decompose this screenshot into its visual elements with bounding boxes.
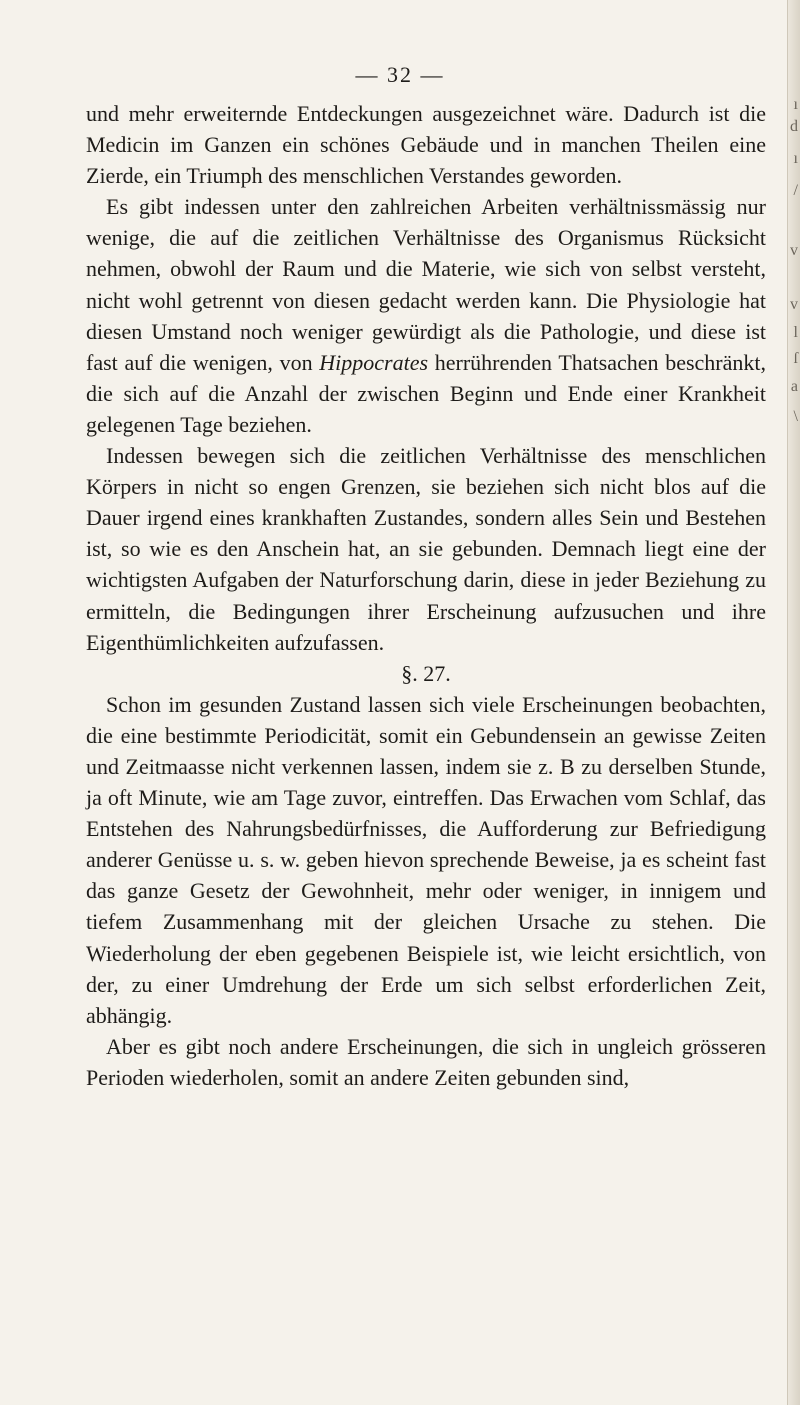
edge-glyph: ı (793, 96, 798, 113)
paragraph-3: Indessen bewegen sich die zeitlichen Verhältnisse des menschlichen Körpers in nicht so engen Grenzen, sie beziehen sich nicht blos auf die Dauer irgend eines krankhaften Zustandes, sondern alles Sein und Bestehen ist, so wie es den Anschein hat, an sie gebunden. Demnach liegt eine der wichtigsten Aufgaben der Naturforschung darin, diese in jeder Beziehung zu ermitteln, die Bedingungen ihrer Erscheinung aufzusuchen und ihre Eigenthümlichkeiten aufzufassen. (86, 443, 766, 655)
edge-glyph: v (790, 242, 798, 259)
author-name-italic: Hippocrates (319, 349, 429, 375)
section-heading: §. 27. (401, 660, 451, 686)
paragraph-2-part-1: Es gibt indessen unter den zahlreichen Arbeiten verhältnissmässig nur wenige, die auf die zeitlichen Verhältnisse des Organismus Rücksicht nehmen, obwohl der Raum und die Materie, wie sich von selbst versteht, nicht wohl getrennt von diesen gedacht werden kann. Die Physiologie hat diesen Umstand noch weniger gewürdigt als die Pathologie, und diese ist fast auf die wenigen, von (86, 194, 766, 375)
edge-glyph: a (790, 378, 798, 395)
edge-glyph: v (790, 296, 798, 313)
paragraph-2-part-2: herrührenden Thatsachen beschränkt, die sich auf die Anzahl der zwischen Beginn und Ende einer Krankheit gelegenen Tage beziehen. (86, 349, 766, 437)
edge-glyph: \ (793, 408, 798, 425)
edge-glyph: ı (793, 150, 798, 167)
adjacent-page-edge (787, 0, 800, 1405)
edge-glyph: d (790, 118, 798, 135)
paragraph-2 (86, 191, 766, 440)
paragraph-4: Schon im gesunden Zustand lassen sich viele Erscheinungen beobachten, die eine bestimmte Periodicität, somit ein Gebundensein an gewisse Zeiten und Zeitmaasse nicht verkennen lassen, indem sie z. B zu derselben Stunde, ja oft Minute, wie am Tage zuvor, eintreffen. Das Erwachen vom Schlaf, das Entstehen des Nahrungsbedürfnisses, die Aufforderung zur Befriedigung anderer Genüsse u. s. w. geben hievon sprechende Beweise, ja es scheint fast das ganze Gesetz der Gewohnheit, mehr oder weniger, in innigem und tiefem Zusammenhang mit der gleichen Ursache zu stehen. Die Wiederholung der eben gegebenen Beispiele ist, wie leicht ersichtlich, von der, zu einer Umdrehung der Erde um sich selbst erforderlichen Zeit, abhängig. (86, 691, 766, 1028)
body-text (86, 98, 766, 1093)
paragraph-5: Aber es gibt noch andere Erscheinungen, die sich in ungleich grösseren Perioden wiederholen, somit an andere Zeiten gebunden sind, (86, 1033, 766, 1090)
edge-glyph: / (793, 182, 798, 199)
edge-glyph: l (793, 324, 798, 341)
paragraph-1: und mehr erweiternde Entdeckungen ausgezeichnet wäre. Dadurch ist die Medicin im Ganzen ein schönes Gebäude und in manchen Theilen eine Zierde, ein Triumph des menschlichen Verstandes geworden. (86, 101, 766, 189)
edge-glyph: ſ (793, 350, 798, 367)
page-number-header: — 32 — (355, 62, 445, 87)
